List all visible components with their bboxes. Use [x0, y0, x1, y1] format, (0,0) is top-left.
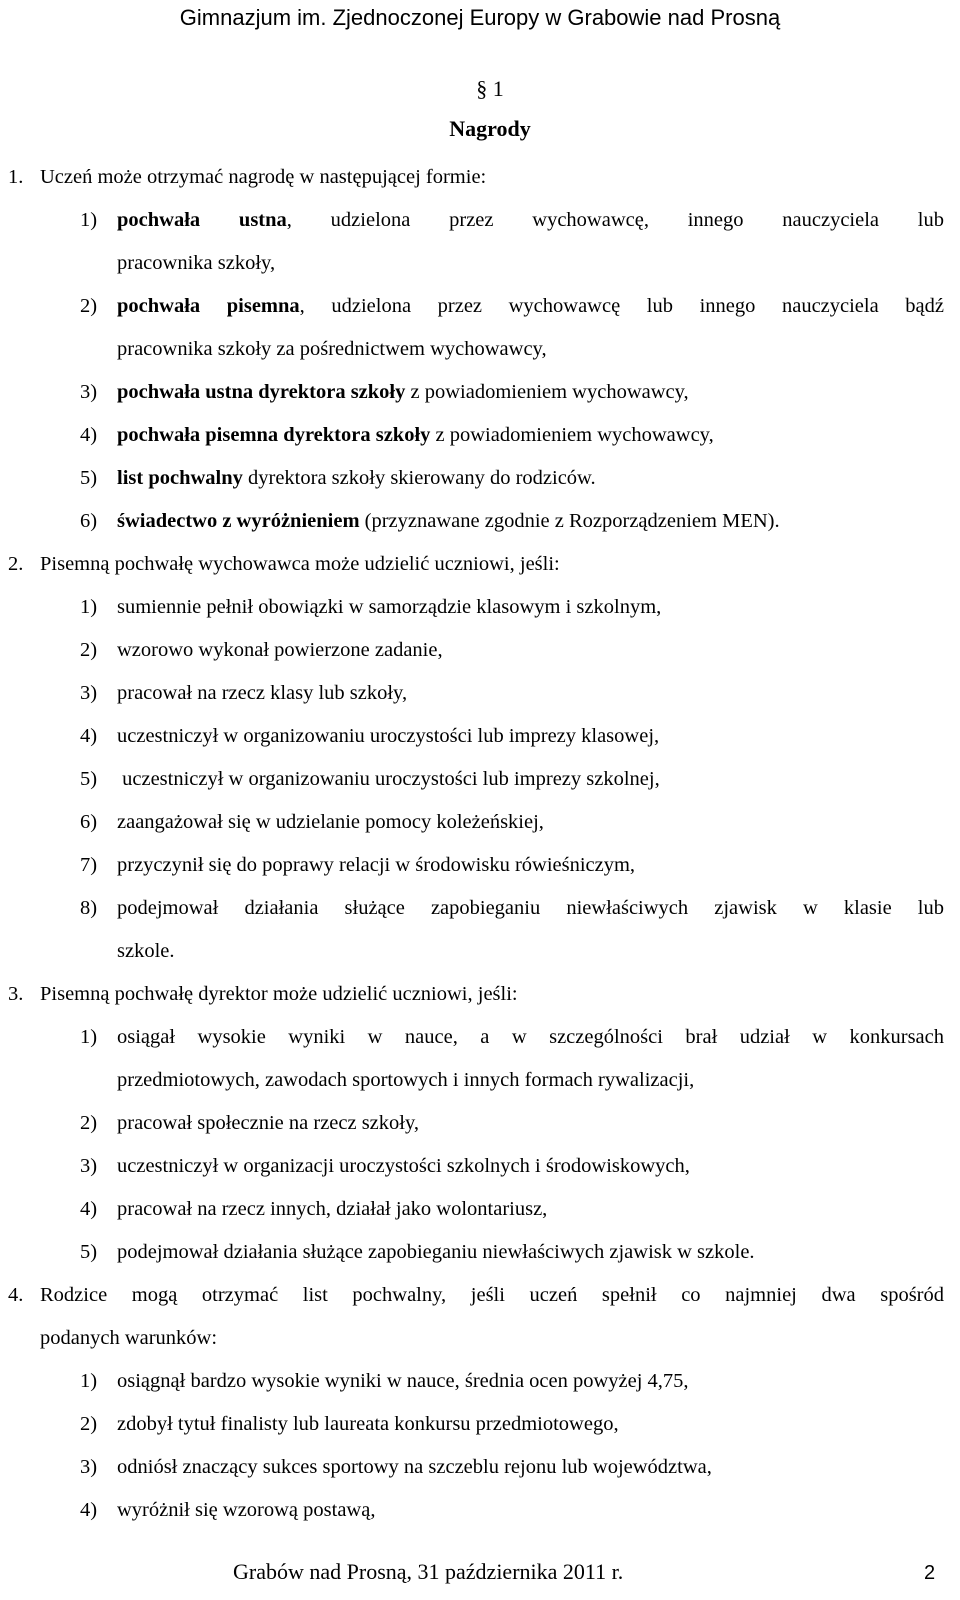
sub-item-text: wyróżnił się wzorową postawą,	[117, 1499, 376, 1521]
sub-item-4-1	[0, 1360, 960, 1403]
bold-term: świadectwo z wyróżnieniem	[117, 510, 360, 532]
sub-item-1-1	[0, 199, 960, 242]
list-item-3	[0, 973, 960, 1016]
section-title: Nagrody	[449, 116, 531, 141]
sub-item-number: 6)	[80, 510, 98, 532]
sub-item-rest: (przyznawane zgodnie z Rozporządzeniem MEN).	[359, 510, 780, 532]
sub-item-text	[117, 199, 944, 242]
bold-term: pochwała pisemna	[117, 295, 300, 317]
sub-item-text	[117, 285, 944, 328]
sub-item-continuation: pracownika szkoły za pośrednictwem wychowawcy,	[117, 338, 547, 360]
sub-item-number: 1)	[80, 209, 98, 231]
sub-item-text: sumiennie pełnił obowiązki w samorządzie klasowym i szkolnym,	[117, 596, 662, 618]
sub-item-number: 7)	[80, 854, 98, 876]
list-item-4-cont	[0, 1317, 960, 1360]
sub-item-rest: , udzielona przez wychowawcę, innego nauczyciela lub	[286, 209, 944, 231]
sub-item-text	[117, 500, 780, 543]
sub-item-number: 3)	[80, 1456, 98, 1478]
sub-item-number: 2)	[80, 639, 98, 661]
sub-item-number: 4)	[80, 424, 98, 446]
sub-item-2-8	[0, 887, 960, 930]
list-item-2	[0, 543, 960, 586]
page-footer: Grabów nad Prosną, 31 października 2011 r.	[233, 1559, 624, 1584]
page-header: Gimnazjum im. Zjednoczonej Europy w Grabowie nad Prosną	[179, 5, 781, 30]
sub-item-1-3	[0, 371, 960, 414]
sub-item-4-2	[0, 1403, 960, 1446]
item-number: 4.	[8, 1284, 24, 1306]
bold-term: pochwała ustna dyrektora szkoły	[117, 381, 406, 403]
sub-item-text: pracował społecznie na rzecz szkoły,	[117, 1112, 420, 1134]
sub-item-2-7	[0, 844, 960, 887]
sub-item-number: 4)	[80, 725, 98, 747]
sub-item-1-6	[0, 500, 960, 543]
sub-item-number: 2)	[80, 1112, 98, 1134]
sub-item-3-3	[0, 1145, 960, 1188]
sub-item-text: pracował na rzecz innych, działał jako wolontariusz,	[117, 1198, 548, 1220]
sub-item-3-5	[0, 1231, 960, 1274]
sub-item-text: uczestniczył w organizowaniu uroczystości lub imprezy szkolnej,	[117, 768, 660, 790]
sub-item-1-5	[0, 457, 960, 500]
page-number: 2	[924, 1562, 936, 1584]
sub-item-2-5	[0, 758, 960, 801]
sub-item-number: 3)	[80, 682, 98, 704]
sub-item-3-2	[0, 1102, 960, 1145]
item-text: Uczeń może otrzymać nagrodę w następującej formie:	[40, 166, 487, 188]
sub-item-3-4	[0, 1188, 960, 1231]
sub-item-1-2	[0, 285, 960, 328]
sub-item-text: zaangażował się w udzielanie pomocy koleżeńskiej,	[117, 811, 544, 833]
sub-item-text: przyczynił się do poprawy relacji w środowisku rówieśniczym,	[117, 854, 636, 876]
sub-item-number: 3)	[80, 1155, 98, 1177]
sub-item-number: 1)	[80, 1370, 98, 1392]
sub-item-2-3	[0, 672, 960, 715]
sub-item-4-4	[0, 1489, 960, 1532]
sub-item-text: uczestniczył w organizowaniu uroczystości lub imprezy klasowej,	[117, 725, 660, 747]
sub-item-text: zdobył tytuł finalisty lub laureata konkursu przedmiotowego,	[117, 1413, 619, 1435]
item-text: Pisemną pochwałę dyrektor może udzielić uczniowi, jeśli:	[40, 983, 518, 1005]
sub-item-text	[117, 457, 596, 500]
sub-item-number: 4)	[80, 1499, 98, 1521]
sub-item-1-2-cont	[0, 328, 960, 371]
sub-item-number: 8)	[80, 897, 98, 919]
section-mark: § 1	[476, 76, 504, 101]
sub-item-2-8-cont	[0, 930, 960, 973]
bold-term: list pochwalny	[117, 467, 243, 489]
item-number: 3.	[8, 983, 24, 1005]
item-number: 1.	[8, 166, 24, 188]
sub-item-2-6	[0, 801, 960, 844]
sub-item-number: 5)	[80, 768, 98, 790]
sub-item-number: 5)	[80, 467, 98, 489]
sub-item-continuation: przedmiotowych, zawodach sportowych i innych formach rywalizacji,	[117, 1069, 695, 1091]
sub-item-2-4	[0, 715, 960, 758]
sub-item-1-1-cont	[0, 242, 960, 285]
sub-item-text: pracował na rzecz klasy lub szkoły,	[117, 682, 408, 704]
bold-term: pochwała ustna	[117, 209, 287, 231]
sub-item-rest: z powiadomieniem wychowawcy,	[405, 381, 689, 403]
sub-item-2-2	[0, 629, 960, 672]
sub-item-number: 1)	[80, 596, 98, 618]
sub-item-1-4	[0, 414, 960, 457]
sub-item-number: 2)	[80, 1413, 98, 1435]
list-item-1	[0, 156, 960, 199]
sub-item-rest: dyrektora szkoły skierowany do rodziców.	[242, 467, 596, 489]
sub-item-rest: , udzielona przez wychowawcę lub innego nauczyciela bądź	[299, 295, 944, 317]
sub-item-2-1	[0, 586, 960, 629]
sub-item-3-1	[0, 1016, 960, 1059]
sub-item-text: podejmował działania służące zapobieganiu niewłaściwych zjawisk w szkole.	[117, 1241, 755, 1263]
item-continuation: podanych warunków:	[40, 1327, 218, 1349]
sub-item-rest: z powiadomieniem wychowawcy,	[430, 424, 714, 446]
item-text: Pisemną pochwałę wychowawca może udzielić uczniowi, jeśli:	[40, 553, 560, 575]
sub-item-text	[117, 414, 714, 457]
sub-item-4-3	[0, 1446, 960, 1489]
sub-item-text: uczestniczył w organizacji uroczystości szkolnych i środowiskowych,	[117, 1155, 690, 1177]
sub-item-number: 1)	[80, 1026, 98, 1048]
item-text: Rodzice mogą otrzymać list pochwalny, jeśli uczeń spełnił co najmniej dwa spośród	[40, 1284, 944, 1306]
bold-term: pochwała pisemna dyrektora szkoły	[117, 424, 431, 446]
item-number: 2.	[8, 553, 24, 575]
sub-item-continuation: pracownika szkoły,	[117, 252, 276, 274]
sub-item-continuation: szkole.	[117, 940, 175, 962]
list-item-4	[0, 1274, 960, 1317]
sub-item-number: 4)	[80, 1198, 98, 1220]
sub-item-text: osiągnął bardzo wysokie wyniki w nauce, średnia ocen powyżej 4,75,	[117, 1370, 689, 1392]
sub-item-text: osiągał wysokie wyniki w nauce, a w szczególności brał udział w konkursach	[117, 1026, 944, 1048]
sub-item-3-1-cont	[0, 1059, 960, 1102]
sub-item-text: podejmował działania służące zapobieganiu niewłaściwych zjawisk w klasie lub	[117, 897, 944, 919]
document-body	[0, 156, 960, 1532]
sub-item-text: odniósł znaczący sukces sportowy na szczeblu rejonu lub województwa,	[117, 1456, 712, 1478]
sub-item-number: 6)	[80, 811, 98, 833]
sub-item-number: 2)	[80, 295, 98, 317]
sub-item-number: 5)	[80, 1241, 98, 1263]
sub-item-text: wzorowo wykonał powierzone zadanie,	[117, 639, 443, 661]
sub-item-text	[117, 371, 689, 414]
sub-item-number: 3)	[80, 381, 98, 403]
